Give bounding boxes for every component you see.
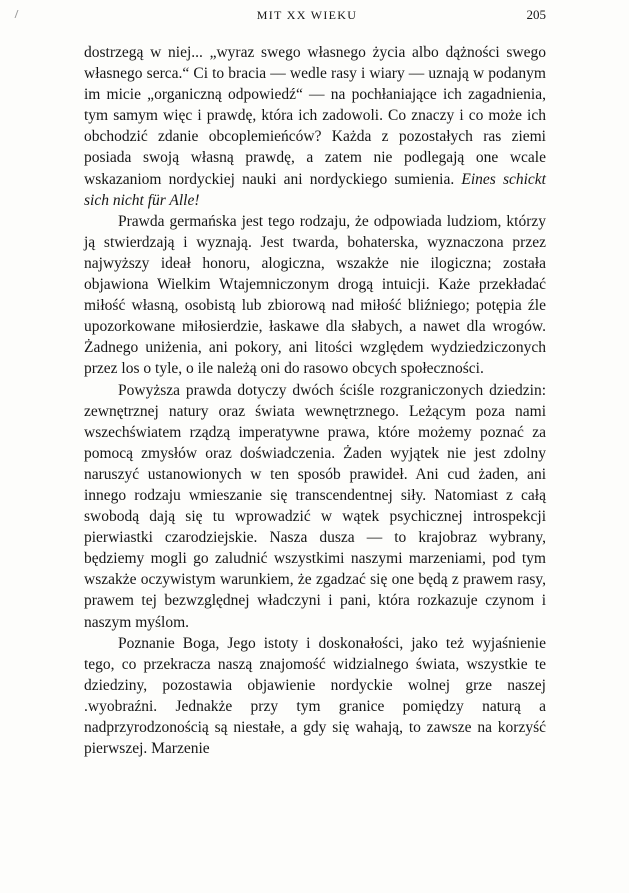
margin-mark	[15, 10, 23, 18]
paragraph-1-text: dostrzegą w niej... „wyraz swego własnego życia albo dążności swego własnego serca.“ Ci to bracia — wedle rasy i wiary — uznają w podanym im micie „organiczną odpowiedź“ — na pochłaniające ich zagadnienia, tym samym więc i prawdę, która ich zadowoli. Co znaczy i co może ich obchodzić zdanie obcoplemieńców? Każda z pozostałych ras ziemi posiada swoją własną prawdę, a zatem nie podlegają one wcale wskazaniom nordyckiej nauki ani nordyckiego sumienia.	[84, 44, 546, 188]
paragraph-3: Powyższa prawda dotyczy dwóch ściśle rozgraniczonych dziedzin: zewnętrznej natury oraz świata wewnętrznego. Leżącym poza nami wszechświatem rządzą imperatywne prawa, które możemy poznać za pomocą zmysłów oraz doświadczenia. Żaden wyjątek nie jest zdolny naruszyć ustanowionych w ten sposób prawideł. Ani cud żaden, ani innego rodzaju wmieszanie się transcendentnej siły. Natomiast z całą swobodą dają się tu wprowadzić w wątek psychicznej introspekcji pierwiastki czarodziejskie. Nasza dusza — to krajobraz wybrany, będziemy mogli go zaludnić wszystkimi naszymi marzeniami, pod tym wszakże oczywistym warunkiem, że zgadzać się one będą z prawem rasy, prawem tej bezwzględnej władczyni i pani, która rozkazuje czynom i naszym myślom.	[84, 381, 546, 631]
paragraph-1	[84, 42, 546, 211]
running-title: MIT XX WIEKU	[256, 8, 358, 22]
paragraph-1-italic-quote: Eines schickt sich nicht für Alle!	[84, 170, 546, 209]
paragraph-4: Poznanie Boga, Jego istoty i doskonałości, jako też wyjaśnienie tego, co przekracza naszą znajomość widzialnego świata, wszystkie te dziedziny, pozostawia objawienie nordyckie wolnej grze naszej .wyobraźni. Jednakże przy tym granice pomiędzy naturą a nadprzyrodzonością są niestałe, a gdy się wahają, to zawsze na korzyść pierwszej. Marzenie	[84, 634, 546, 758]
page-header	[68, 6, 546, 24]
page-number: 205	[526, 7, 546, 22]
paragraph-2: Prawda germańska jest tego rodzaju, że odpowiada ludziom, którzy ją stwierdzają i wyznają. Jest twarda, bohaterska, wyznaczona przez najwyższy ideał honoru, alogiczna, wszakże nie ilogiczna; została objawiona Wielkim Wtajemniczonym drogą intuicji. Każe przekładać miłość własną, osobistą lub zbiorową nad miłość bliźniego; potępia źle upozorkowane miłosierdzie, łaskawe dla słabych, a nawet dla wrogów. Żadnego uniżenia, ani pokory, ani litości względem wydziedziczonych przez los o tyle, o ile należą oni do rasowo obcych społeczności.	[84, 212, 546, 378]
body-text	[84, 42, 546, 759]
